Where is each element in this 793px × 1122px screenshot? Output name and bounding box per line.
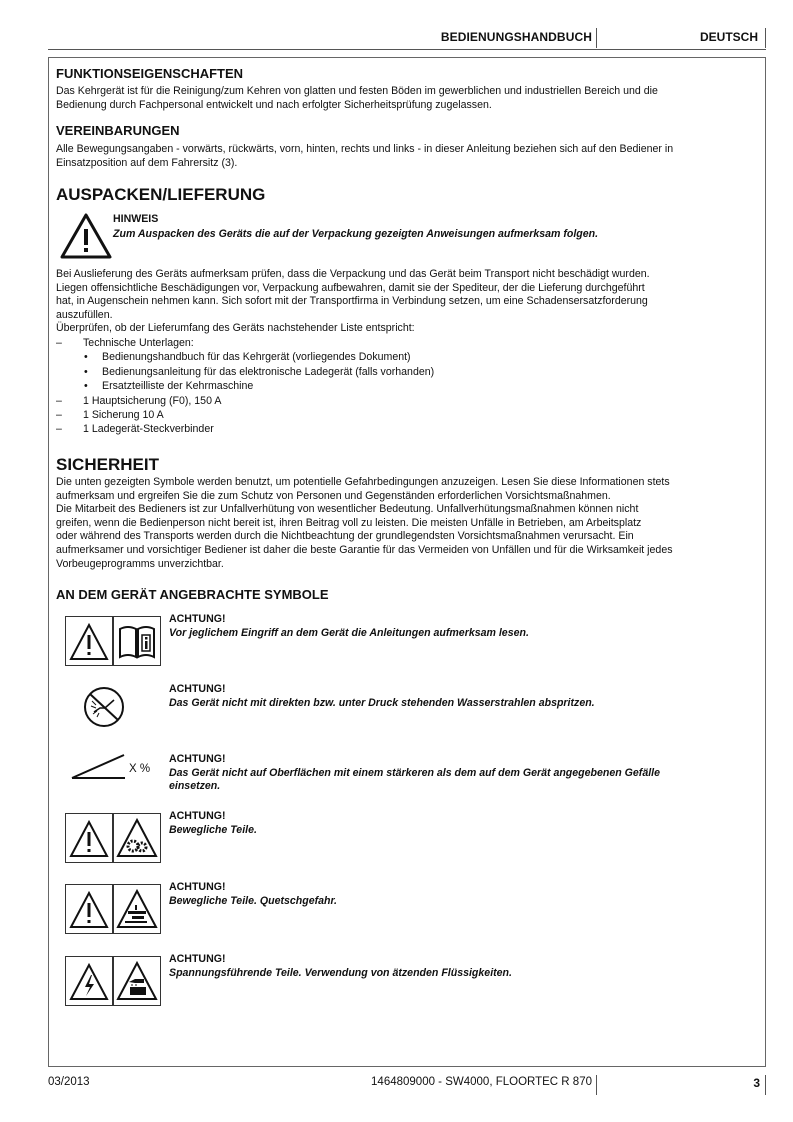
crush-hazard-icon: [113, 884, 161, 934]
symbol-text-2: [169, 683, 759, 710]
no-water-jet-icon: [83, 686, 125, 728]
paragraph-line: aufmerksamer und vorsichtiger Bediener ist daher die beste Garantie für das Vermeiden von Unfällen und für die Wirksamkeit jedes: [56, 543, 673, 556]
list-item: – 1 Sicherung 10 A: [56, 408, 164, 421]
moving-parts-icon: [113, 813, 161, 863]
electric-icon: [65, 956, 113, 1006]
warning-icon: [65, 813, 113, 863]
header-rule: [48, 49, 766, 50]
delivery-list: [56, 336, 758, 437]
paragraph-line: Bedienung durch Fachpersonal entwickelt und nach erfolgter Sicherheitsprüfung zugelassen.: [56, 98, 492, 111]
symbol-text-1: [169, 613, 759, 640]
max-slope-icon: [70, 752, 128, 782]
symbol-title: ACHTUNG!: [169, 683, 226, 695]
symbol-crush-hazard: [65, 884, 161, 934]
paragraph-line: aufmerksam und ergreifen Sie die zum Schutz von Personen und Gegenständen erforderlichen Vorsichtsmaßnahmen.: [56, 489, 611, 502]
list-subitem: • Bedienungsanleitung für das elektronische Ladegerät (falls vorhanden): [84, 365, 435, 378]
paragraph-line: Überprüfen, ob der Lieferumfang des Geräts nachstehender Liste entspricht:: [56, 322, 415, 335]
page-header: [48, 28, 766, 48]
paragraph-line: Das Kehrgerät ist für die Reinigung/zum Kehren von glatten und festen Böden im gewerblichen und industriellen Bereich und die: [56, 85, 658, 97]
notice-text: Zum Auspacken des Geräts die auf der Verpackung gezeigten Anweisungen aufmerksam folgen.: [113, 227, 599, 240]
symbol-description: Vor jeglichem Eingriff an dem Gerät die Anleitungen aufmerksam lesen.: [169, 626, 529, 639]
symbol-text-4: [169, 810, 759, 837]
header-divider: [596, 28, 597, 48]
heading-symbole: AN DEM GERÄT ANGEBRACHTE SYMBOLE: [56, 587, 329, 602]
warning-triangle-icon: [59, 212, 113, 260]
corrosive-icon: [113, 956, 161, 1006]
auspacken-body: [56, 268, 758, 437]
manual-title: BEDIENUNGSHANDBUCH: [440, 30, 592, 44]
heading-vereinbarungen: VEREINBARUNGEN: [56, 123, 180, 138]
paragraph-line: Einsatzposition auf dem Fahrersitz (3).: [56, 156, 238, 169]
footer-document-id: 1464809000 - SW4000, FLOORTEC R 870: [371, 1076, 592, 1088]
paragraph-line: Alle Bewegungsangaben - vorwärts, rückwärts, vorn, hinten, rechts und links - in dieser Anleitung beziehen sich auf den Bediener in: [56, 143, 674, 155]
footer-divider-right: [765, 1075, 766, 1095]
warning-icon: [65, 884, 113, 934]
paragraph-line: greifen, wenn die Bedienperson nicht bereit ist, ihren Beitrag voll zu leisten. Die meisten Unfälle in Betrieben, am Arbeitsplatz: [56, 516, 642, 529]
symbol-description: Das Gerät nicht auf Oberflächen mit einem stärkeren als dem auf dem Gerät angegebenen Gefälle: [169, 766, 661, 779]
page-footer: [48, 1075, 766, 1093]
paragraph-line: Vorbeugeprogramms unverzichtbar.: [56, 557, 224, 570]
symbol-text-5: [169, 881, 759, 908]
symbol-title: ACHTUNG!: [169, 953, 226, 965]
warning-icon: [65, 616, 113, 666]
symbol-title: ACHTUNG!: [169, 810, 226, 822]
page-number: 3: [753, 1076, 760, 1090]
symbol-moving-parts: [65, 813, 161, 863]
slope-label: X %: [129, 763, 151, 775]
heading-sicherheit: SICHERHEIT: [56, 455, 159, 474]
notice-hinweis: [113, 213, 753, 241]
heading-funktion: FUNKTIONSEIGENSCHAFTEN: [56, 66, 244, 81]
footer-date: 03/2013: [48, 1076, 90, 1088]
footer-divider: [596, 1075, 597, 1095]
paragraph-line: Die unten gezeigten Symbole werden benutzt, um potentielle Gefahrbedingungen anzuzeigen. Lesen Sie diese Informationen stets: [56, 476, 670, 488]
symbol-text-3: [169, 753, 759, 794]
symbol-title: ACHTUNG!: [169, 753, 226, 765]
paragraph-line: Bei Auslieferung des Geräts aufmerksam prüfen, dass die Verpackung und das Gerät beim Transport nicht beschädigt wurden.: [56, 268, 650, 280]
symbol-text-6: [169, 953, 759, 980]
symbol-description: Das Gerät nicht mit direkten bzw. unter Druck stehenden Wasserstrahlen abspritzen.: [169, 696, 595, 709]
list-item: – 1 Hauptsicherung (F0), 150 A: [56, 394, 222, 407]
paragraph-line: oder während des Transports werden durch die Nichtbeachtung der grundlegendsten Vorsichtsmaßnahmen verursacht. Ein: [56, 530, 634, 543]
symbol-title: ACHTUNG!: [169, 881, 226, 893]
paragraph-line: auszufüllen.: [56, 308, 113, 321]
symbol-warning-manual: [65, 616, 161, 666]
language-label: DEUTSCH: [699, 30, 758, 44]
section-sicherheit: [56, 455, 758, 571]
section-auspacken: [56, 185, 758, 205]
symbol-electric-corrosive: [65, 956, 161, 1006]
symbol-title: ACHTUNG!: [169, 613, 226, 625]
heading-auspacken: AUSPACKEN/LIEFERUNG: [56, 185, 266, 204]
paragraph-line: hat, in Augenschein nehmen kann. Sich sofort mit der Transportfirma in Verbindung setzen, um eine Schadensersatzforderung: [56, 295, 648, 308]
symbol-description: Bewegliche Teile. Quetschgefahr.: [169, 894, 337, 907]
section-vereinbarungen: [56, 123, 758, 170]
header-divider-right: [765, 28, 766, 48]
list-item: – Technische Unterlagen:: [56, 336, 194, 349]
manual-icon: [113, 616, 161, 666]
paragraph-line: Die Mitarbeit des Bedieners ist zur Unfallverhütung von wesentlicher Bedeutung. Unfallverhütungsmaßnahmen können nicht: [56, 503, 639, 516]
list-subitem: • Ersatzteilliste der Kehrmaschine: [84, 380, 254, 393]
section-funktion: [56, 66, 758, 112]
paragraph-line: Liegen offensichtliche Beschädigungen vor, Verpackung aufbewahren, damit sie der Spediteur, der die Lieferung durchgeführt: [56, 281, 645, 294]
symbol-description: Spannungsführende Teile. Verwendung von ätzenden Flüssigkeiten.: [169, 966, 512, 979]
symbol-description: Bewegliche Teile.: [169, 823, 257, 836]
list-subitem: • Bedienungshandbuch für das Kehrgerät (vorliegendes Dokument): [84, 351, 411, 364]
list-item: – 1 Ladegerät-Steckverbinder: [56, 423, 214, 436]
section-symbole: [56, 587, 758, 603]
symbol-description: einsetzen.: [169, 780, 221, 793]
notice-title: HINWEIS: [113, 213, 159, 225]
